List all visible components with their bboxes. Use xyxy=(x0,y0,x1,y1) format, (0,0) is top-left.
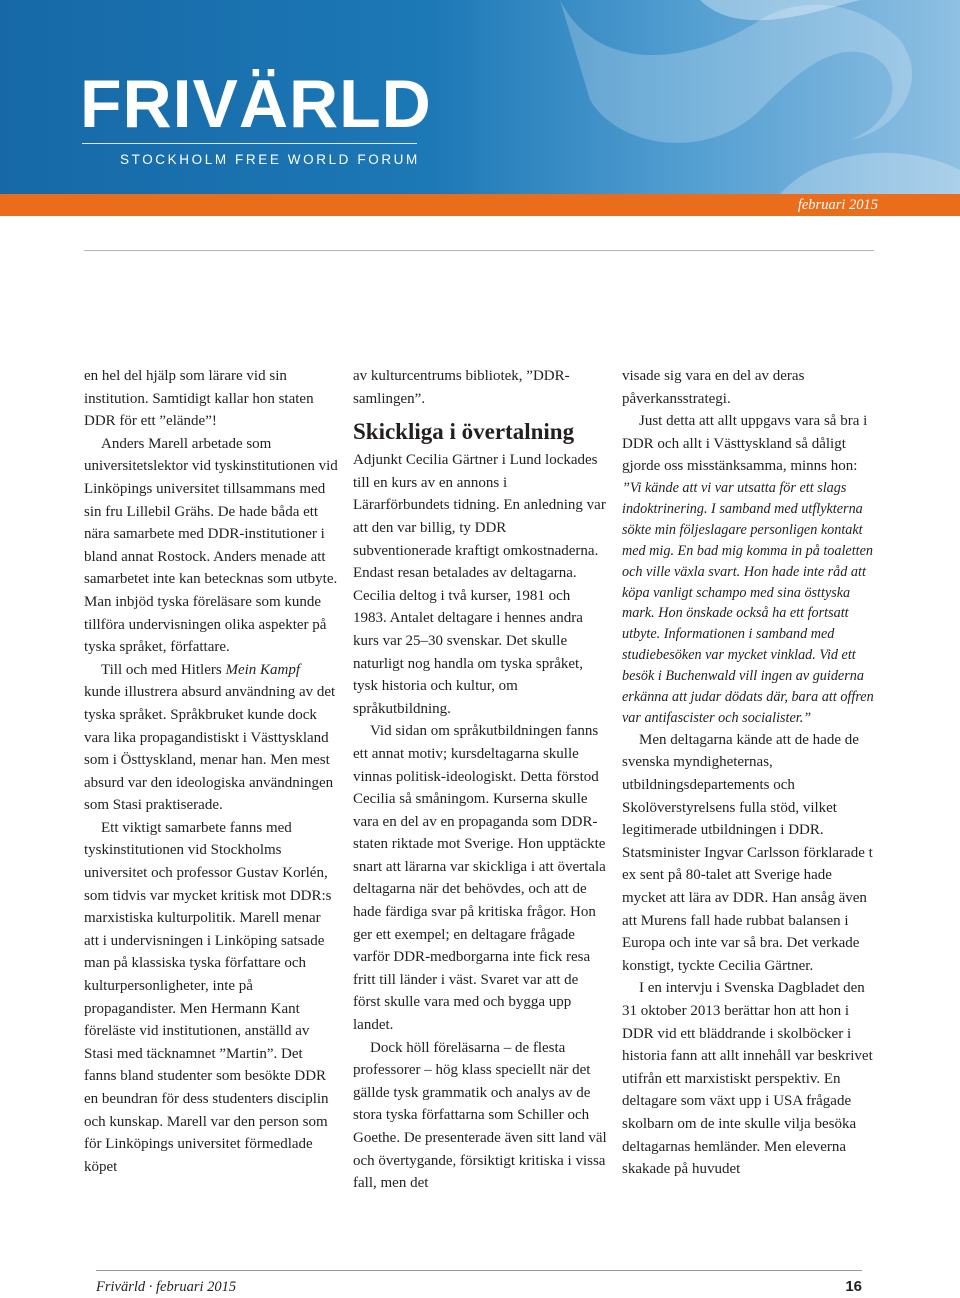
logo-divider xyxy=(82,143,417,144)
paragraph: visade sig vara en del av deras påverkansstrategi. xyxy=(622,368,805,407)
section-heading: Skickliga i övertalning xyxy=(353,419,575,445)
paragraph: Adjunkt Cecilia Gärtner i Lund lockades till en kurs av en annons i Lärarförbundets tidning. En anledning var att den var billig, ty DDR subventionerade kraftigt omkostnaderna. Endast resan betalades av deltagarna. Cecilia deltog i två kurser, 1981 och 1983. Antalet deltagare i hennes andra kurs var 25–30 svenskar. Det skulle naturligt nog handla om tyska språket, tysk historia och kultur, om språkutbildning. xyxy=(353,452,606,717)
paragraph: Vid sidan om språkutbildningen fanns ett annat motiv; kursdeltagarna skulle vinnas politisk-ideologiskt. Detta förstod Cecilia så småningom. Kurserna skulle vara en del av en propaganda som DDR-staten riktade mot Sverige. Hon upptäckte snart att lärarna var skickliga i att övertala deltagarna när det behövdes, och att de hade färdiga svar på kritiska frågor. Hon ger ett exempel; en deltagare frågade varför DDR-medborgarna inte fick resa fritt till länder i väst. Svaret var att de först skulle vara med och bygga upp landet. xyxy=(353,723,606,1034)
top-divider xyxy=(84,250,874,251)
paragraph: Just detta att allt uppgavs vara så bra i DDR och allt i Västtyskland så dåligt gjorde oss misstänksamma, minns hon: xyxy=(622,413,868,475)
header-banner xyxy=(0,0,960,194)
book-title: Mein Kampf xyxy=(225,661,301,678)
paragraph: Men deltagarna kände att de hade de svenska myndigheternas, utbildningsdepartements och Skolöverstyrelsens fulla stöd, vilket legitimerade utbildningen i DDR. Statsminister Ingvar Carlsson förklarade t ex sent på 80-talet att Sverige hade mycket att lära av DDR. Han ansåg även att Murens fall hade rubbat balansen i Europa och inte var så bra. Det verkade konstigt, tyckte Cecilia Gärtner. xyxy=(622,731,873,974)
quote: ”Vi kände att vi var utsatta för ett slags indoktrinering. I samband med utflykterna sökte min följeslagare personligen kontakt med mig. En bad mig komma in på toaletten och ville växla svart. Hon hade inte råd att köpa vanligt schampo med sina östtyska mark. Hon önskade också ha ett fortsatt utbyte. Informationen i samband med studiebesöken var mycket vinklad. Vid ett besök i Buchenwald vill ingen av guiderna erkänna att judar dödats där, bara att offren var antifascister och socialister.” xyxy=(622,479,874,726)
paragraph: av kulturcentrums bibliotek, ”DDR-samlingen”. xyxy=(353,368,570,407)
paragraph: I en intervju i Svenska Dagbladet den 31 oktober 2013 berättar hon att hon i DDR vid ett bläddrande i skolböcker i historia fann att allt innehåll var beskrivet utifrån ett marxistiskt perspektiv. En deltagare som växt upp i USA frågade skolbarn om de inte skulle vilja besöka deltagarnas hemländer. Men eleverna skakade på huvudet xyxy=(622,980,873,1178)
paragraph: Dock höll föreläsarna – de flesta professorer – hög klass speciellt när det gällde tysk grammatik och analys av de stora tyska författarna som Schiller och Goethe. De presenterade även sitt land väl och övertygande, försiktigt kritiska i vissa fall, men det xyxy=(353,1039,607,1192)
footer-publication: Frivärld · februari 2015 xyxy=(96,1279,237,1295)
bottom-divider xyxy=(96,1270,862,1271)
paragraph: Anders Marell arbetade som universitetslektor vid tyskinstitutionen vid Linköpings universitet tillsammans med sin fru Lillebil Grähs. De hade båda ett nära samarbete med DDR-institutioner i bland annat Rostock. Anders menade att samarbetet inte kan betecknas som utbyte. Man inbjöd tyska föreläsare som kunde tillföra undervisningen olika aspekter på tyska språket, författare. xyxy=(84,435,338,656)
column-1 xyxy=(84,365,338,1178)
issue-date: februari 2015 xyxy=(797,197,878,213)
column-2 xyxy=(353,365,607,1195)
paragraph: en hel del hjälp som lärare vid sin institution. Samtidigt kallar hon staten DDR för ett ”elände”! xyxy=(84,368,314,430)
tagline: STOCKHOLM FREE WORLD FORUM xyxy=(120,152,420,167)
paragraph: Till och med Hitlers Mein Kampf kunde illustrera absurd användning av det tyska språket. Språkbruket kunde dock vara lika propagandistiskt i Västtyskland som i Östtyskland, menar han. Men mest absurd var den ideologiska användningen som Stasi praktiserade. xyxy=(84,661,336,814)
paragraph: Ett viktigt samarbete fanns med tyskinstitutionen vid Stockholms universitet och professor Gustav Korlén, som tidvis var mycket kritisk mot DDR:s marxistiska kulturpolitik. Marell menar att i undervisningen i Linköping satsade man på klassiska tyska författare och kulturpersonligheter, inte på propagandister. Men Hermann Kant föreläste vid institutionen, anställd av Stasi med täcknamnet ”Martin”. Det fanns bland studenter som besökte DDR en beundran för dess studenters disciplin och kunskap. Marell var den person som för Linköpings universitet förmedlade köpet xyxy=(84,819,332,1175)
column-3 xyxy=(622,365,876,1181)
page-number: 16 xyxy=(845,1278,862,1295)
logo[interactable]: FRIVÄRLD xyxy=(80,66,432,142)
